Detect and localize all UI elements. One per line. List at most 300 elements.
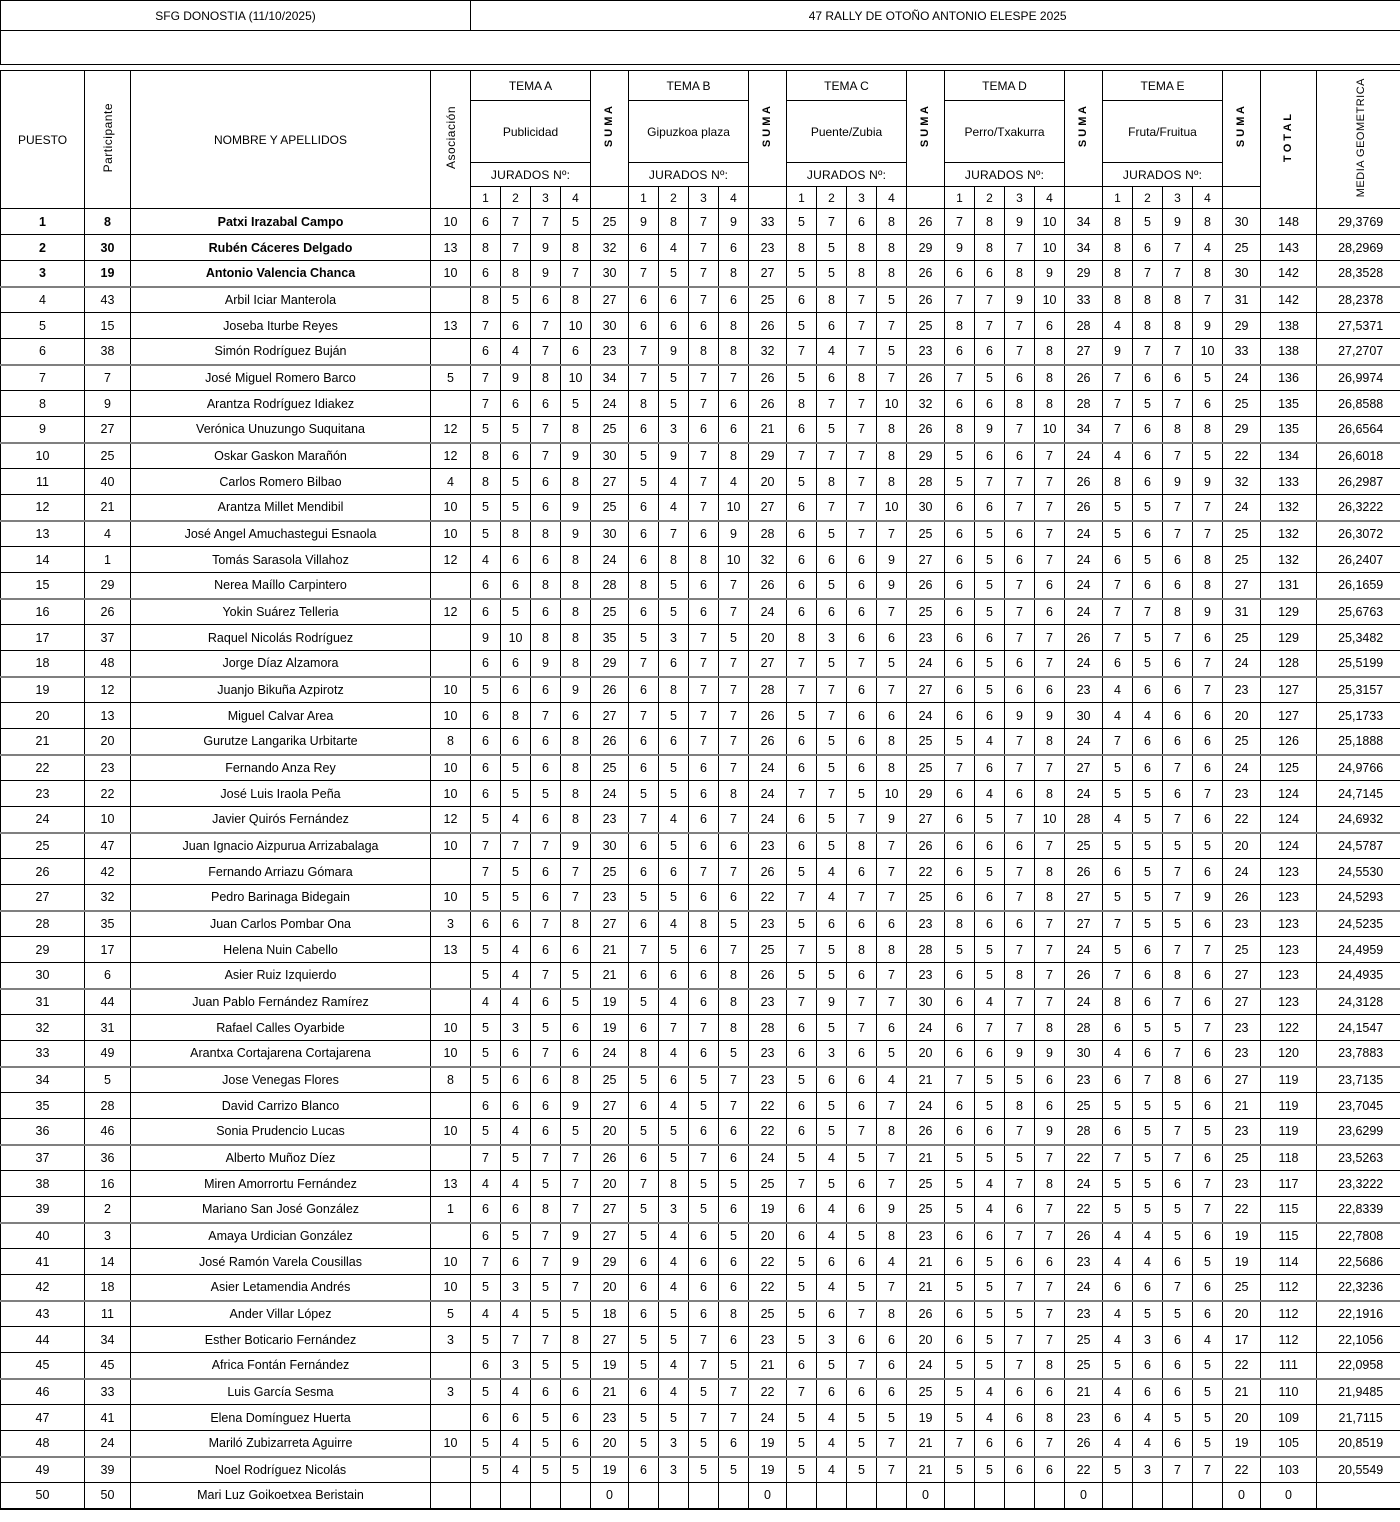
cell-score-c-j1: 5 bbox=[787, 1431, 817, 1457]
cell-media-geometrica: 26,8588 bbox=[1317, 391, 1400, 417]
cell-score-d-j2 bbox=[975, 1483, 1005, 1509]
cell-score-d-j2: 6 bbox=[975, 339, 1005, 365]
cell-score-c-j4: 5 bbox=[877, 1041, 907, 1067]
table-row[interactable] bbox=[1, 989, 1400, 1015]
cell-suma-e: 23 bbox=[1223, 911, 1261, 937]
table-row[interactable] bbox=[1, 625, 1400, 651]
cell-score-a-j4: 7 bbox=[561, 261, 591, 287]
cell-suma-e: 25 bbox=[1223, 547, 1261, 573]
cell-score-b-j3: 6 bbox=[689, 599, 719, 625]
cell-score-e-j3: 6 bbox=[1163, 1249, 1193, 1275]
table-row[interactable] bbox=[1, 443, 1400, 469]
jurados-label-c: JURADOS Nº: bbox=[787, 163, 907, 187]
cell-suma-c: 25 bbox=[907, 599, 945, 625]
cell-suma-a: 23 bbox=[591, 885, 629, 911]
cell-total: 123 bbox=[1261, 963, 1317, 989]
cell-score-a-j2: 6 bbox=[501, 1067, 531, 1093]
theme-code-a: TEMA A bbox=[471, 71, 591, 101]
cell-suma-e: 20 bbox=[1223, 1405, 1261, 1431]
cell-score-e-j1: 9 bbox=[1103, 339, 1133, 365]
cell-score-e-j1: 7 bbox=[1103, 1145, 1133, 1171]
cell-score-e-j3: 7 bbox=[1163, 391, 1193, 417]
table-row[interactable] bbox=[1, 911, 1400, 937]
cell-score-c-j1: 5 bbox=[787, 209, 817, 235]
cell-score-d-j3: 7 bbox=[1005, 495, 1035, 521]
cell-score-b-j4: 5 bbox=[719, 911, 749, 937]
cell-score-e-j1: 5 bbox=[1103, 781, 1133, 807]
cell-score-a-j2: 4 bbox=[501, 807, 531, 833]
cell-suma-d: 29 bbox=[1065, 261, 1103, 287]
cell-media-geometrica: 26,6564 bbox=[1317, 417, 1400, 443]
cell-total: 142 bbox=[1261, 287, 1317, 313]
col-header-asociacion-label: Asociación bbox=[443, 106, 458, 170]
cell-score-c-j3: 7 bbox=[847, 989, 877, 1015]
blank-band-cell bbox=[1, 31, 1400, 65]
jurados-label-d: JURADOS Nº: bbox=[945, 163, 1065, 187]
cell-score-c-j1: 5 bbox=[787, 1145, 817, 1171]
table-row[interactable] bbox=[1, 1275, 1400, 1301]
cell-suma-a: 27 bbox=[591, 469, 629, 495]
table-row[interactable] bbox=[1, 1093, 1400, 1119]
table-row[interactable] bbox=[1, 1353, 1400, 1379]
cell-score-c-j4: 6 bbox=[877, 1353, 907, 1379]
cell-score-a-j1: 4 bbox=[471, 1171, 501, 1197]
table-row[interactable] bbox=[1, 313, 1400, 339]
table-row[interactable] bbox=[1, 547, 1400, 573]
cell-score-d-j4: 9 bbox=[1035, 1119, 1065, 1145]
cell-score-a-j2: 5 bbox=[501, 469, 531, 495]
cell-score-e-j3: 5 bbox=[1163, 833, 1193, 859]
table-row[interactable] bbox=[1, 1223, 1400, 1249]
cell-score-a-j3: 8 bbox=[531, 625, 561, 651]
cell-score-e-j2: 6 bbox=[1133, 235, 1163, 261]
table-row[interactable] bbox=[1, 1301, 1400, 1327]
cell-score-c-j3: 7 bbox=[847, 495, 877, 521]
cell-score-b-j3: 8 bbox=[689, 339, 719, 365]
jury-number-c-1: 1 bbox=[787, 187, 817, 209]
cell-score-c-j1: 5 bbox=[787, 469, 817, 495]
cell-score-a-j2: 9 bbox=[501, 365, 531, 391]
cell-score-c-j3: 5 bbox=[847, 781, 877, 807]
table-row[interactable] bbox=[1, 1327, 1400, 1353]
cell-score-b-j3: 6 bbox=[689, 1223, 719, 1249]
cell-media-geometrica: 28,2969 bbox=[1317, 235, 1400, 261]
cell-puesto: 50 bbox=[1, 1483, 85, 1509]
table-row[interactable] bbox=[1, 1041, 1400, 1067]
table-row[interactable] bbox=[1, 287, 1400, 313]
cell-score-d-j3: 9 bbox=[1005, 287, 1035, 313]
cell-suma-a: 23 bbox=[591, 807, 629, 833]
table-row[interactable] bbox=[1, 963, 1400, 989]
table-row[interactable] bbox=[1, 209, 1400, 235]
cell-score-a-j2: 6 bbox=[501, 313, 531, 339]
table-row[interactable] bbox=[1, 573, 1400, 599]
cell-suma-a: 20 bbox=[591, 1119, 629, 1145]
cell-score-b-j3: 7 bbox=[689, 729, 719, 755]
cell-suma-e: 25 bbox=[1223, 1145, 1261, 1171]
cell-participante: 17 bbox=[85, 937, 131, 963]
cell-score-b-j4: 10 bbox=[719, 495, 749, 521]
cell-score-a-j3: 5 bbox=[531, 1171, 561, 1197]
table-row[interactable] bbox=[1, 651, 1400, 677]
cell-score-e-j2: 6 bbox=[1133, 937, 1163, 963]
cell-score-c-j1: 7 bbox=[787, 1379, 817, 1405]
cell-score-e-j4: 8 bbox=[1193, 261, 1223, 287]
cell-score-c-j2: 4 bbox=[817, 859, 847, 885]
cell-participante: 44 bbox=[85, 989, 131, 1015]
cell-suma-a: 28 bbox=[591, 573, 629, 599]
cell-asociacion bbox=[431, 963, 471, 989]
cell-media-geometrica: 24,1547 bbox=[1317, 1015, 1400, 1041]
cell-total: 123 bbox=[1261, 989, 1317, 1015]
cell-score-d-j4: 8 bbox=[1035, 391, 1065, 417]
cell-suma-a: 27 bbox=[591, 703, 629, 729]
cell-score-b-j2 bbox=[659, 1483, 689, 1509]
cell-score-e-j1: 4 bbox=[1103, 1223, 1133, 1249]
cell-suma-c: 26 bbox=[907, 287, 945, 313]
table-row[interactable] bbox=[1, 807, 1400, 833]
cell-nombre: Juanjo Bikuña Azpirotz bbox=[131, 677, 431, 703]
cell-media-geometrica: 24,3128 bbox=[1317, 989, 1400, 1015]
cell-score-d-j4: 6 bbox=[1035, 1457, 1065, 1483]
cell-score-b-j4: 5 bbox=[719, 1223, 749, 1249]
table-row[interactable] bbox=[1, 1145, 1400, 1171]
cell-score-a-j4: 6 bbox=[561, 1379, 591, 1405]
cell-suma-d: 22 bbox=[1065, 1457, 1103, 1483]
cell-suma-c: 26 bbox=[907, 417, 945, 443]
cell-score-c-j4: 10 bbox=[877, 391, 907, 417]
cell-puesto: 9 bbox=[1, 417, 85, 443]
cell-suma-d: 24 bbox=[1065, 573, 1103, 599]
table-row[interactable] bbox=[1, 781, 1400, 807]
cell-score-b-j2: 4 bbox=[659, 1223, 689, 1249]
cell-media-geometrica: 28,3528 bbox=[1317, 261, 1400, 287]
cell-score-b-j1: 6 bbox=[629, 1145, 659, 1171]
cell-score-e-j2: 5 bbox=[1133, 911, 1163, 937]
header-row-theme-code bbox=[1, 71, 1400, 101]
cell-score-e-j1: 5 bbox=[1103, 1457, 1133, 1483]
cell-score-a-j3: 7 bbox=[531, 313, 561, 339]
cell-asociacion: 10 bbox=[431, 703, 471, 729]
cell-score-a-j1: 6 bbox=[471, 755, 501, 781]
table-row[interactable] bbox=[1, 495, 1400, 521]
cell-score-e-j2: 5 bbox=[1133, 547, 1163, 573]
cell-score-a-j1: 7 bbox=[471, 365, 501, 391]
cell-score-b-j4: 7 bbox=[719, 1067, 749, 1093]
cell-score-d-j4: 6 bbox=[1035, 599, 1065, 625]
cell-score-e-j3: 8 bbox=[1163, 417, 1193, 443]
jury-number-d-4: 4 bbox=[1035, 187, 1065, 209]
cell-score-a-j4 bbox=[561, 1483, 591, 1509]
cell-score-b-j4: 7 bbox=[719, 651, 749, 677]
col-header-nombre: NOMBRE Y APELLIDOS bbox=[131, 71, 431, 209]
col-header-total bbox=[1261, 71, 1317, 209]
cell-score-a-j4: 8 bbox=[561, 573, 591, 599]
cell-score-c-j3 bbox=[847, 1483, 877, 1509]
cell-nombre: Asier Letamendia Andrés bbox=[131, 1275, 431, 1301]
cell-score-a-j4: 10 bbox=[561, 365, 591, 391]
cell-score-d-j1: 6 bbox=[945, 1041, 975, 1067]
cell-score-b-j1: 6 bbox=[629, 599, 659, 625]
cell-score-a-j4: 8 bbox=[561, 651, 591, 677]
cell-score-a-j1: 6 bbox=[471, 703, 501, 729]
cell-score-d-j2: 5 bbox=[975, 1301, 1005, 1327]
cell-score-c-j4: 7 bbox=[877, 989, 907, 1015]
cell-score-c-j4: 7 bbox=[877, 521, 907, 547]
cell-score-a-j1: 7 bbox=[471, 859, 501, 885]
cell-score-c-j4: 5 bbox=[877, 651, 907, 677]
cell-score-d-j2: 5 bbox=[975, 599, 1005, 625]
cell-score-b-j2: 9 bbox=[659, 339, 689, 365]
cell-total: 118 bbox=[1261, 1145, 1317, 1171]
cell-score-b-j3: 5 bbox=[689, 1197, 719, 1223]
cell-total: 138 bbox=[1261, 339, 1317, 365]
cell-score-b-j4: 6 bbox=[719, 1197, 749, 1223]
cell-asociacion bbox=[431, 989, 471, 1015]
table-row[interactable] bbox=[1, 833, 1400, 859]
cell-score-b-j2: 4 bbox=[659, 469, 689, 495]
cell-score-e-j2: 8 bbox=[1133, 313, 1163, 339]
cell-participante: 28 bbox=[85, 1093, 131, 1119]
table-row[interactable] bbox=[1, 365, 1400, 391]
cell-puesto: 1 bbox=[1, 209, 85, 235]
cell-nombre: Jose Venegas Flores bbox=[131, 1067, 431, 1093]
cell-suma-e: 27 bbox=[1223, 989, 1261, 1015]
cell-score-b-j2: 5 bbox=[659, 599, 689, 625]
cell-total: 133 bbox=[1261, 469, 1317, 495]
cell-score-d-j1: 6 bbox=[945, 521, 975, 547]
cell-score-e-j1: 4 bbox=[1103, 1327, 1133, 1353]
cell-score-b-j1: 6 bbox=[629, 1249, 659, 1275]
cell-score-a-j1: 5 bbox=[471, 1327, 501, 1353]
cell-score-c-j1: 6 bbox=[787, 521, 817, 547]
cell-participante: 7 bbox=[85, 365, 131, 391]
suma-label-c: S U M A bbox=[918, 106, 931, 148]
cell-score-c-j3: 6 bbox=[847, 729, 877, 755]
cell-asociacion bbox=[431, 339, 471, 365]
cell-score-e-j3: 7 bbox=[1163, 885, 1193, 911]
col-header-participante bbox=[85, 71, 131, 209]
cell-score-d-j4: 8 bbox=[1035, 339, 1065, 365]
cell-media-geometrica: 24,5530 bbox=[1317, 859, 1400, 885]
cell-score-c-j4: 10 bbox=[877, 495, 907, 521]
cell-score-c-j2: 4 bbox=[817, 1145, 847, 1171]
table-row[interactable] bbox=[1, 1483, 1400, 1509]
cell-score-b-j3: 6 bbox=[689, 807, 719, 833]
table-row[interactable] bbox=[1, 1119, 1400, 1145]
cell-score-a-j4: 6 bbox=[561, 1431, 591, 1457]
cell-score-b-j2: 4 bbox=[659, 1275, 689, 1301]
table-row[interactable] bbox=[1, 859, 1400, 885]
cell-score-b-j3: 6 bbox=[689, 1249, 719, 1275]
table-row[interactable] bbox=[1, 1405, 1400, 1431]
table-row[interactable] bbox=[1, 1015, 1400, 1041]
table-row[interactable] bbox=[1, 1171, 1400, 1197]
cell-score-c-j4: 8 bbox=[877, 1223, 907, 1249]
cell-score-d-j4: 10 bbox=[1035, 417, 1065, 443]
cell-score-b-j2: 6 bbox=[659, 859, 689, 885]
cell-suma-d: 24 bbox=[1065, 937, 1103, 963]
cell-puesto: 48 bbox=[1, 1431, 85, 1457]
table-row[interactable] bbox=[1, 261, 1400, 287]
cell-score-a-j3: 6 bbox=[531, 885, 561, 911]
cell-score-a-j4: 5 bbox=[561, 1457, 591, 1483]
cell-score-d-j2: 5 bbox=[975, 1067, 1005, 1093]
cell-suma-b: 25 bbox=[749, 937, 787, 963]
cell-score-a-j4: 7 bbox=[561, 1197, 591, 1223]
cell-score-a-j2: 7 bbox=[501, 235, 531, 261]
cell-total: 119 bbox=[1261, 1119, 1317, 1145]
jurados-label-e: JURADOS Nº: bbox=[1103, 163, 1223, 187]
cell-score-a-j2: 6 bbox=[501, 911, 531, 937]
cell-score-c-j1: 6 bbox=[787, 1015, 817, 1041]
cell-score-e-j3: 8 bbox=[1163, 963, 1193, 989]
cell-suma-b: 28 bbox=[749, 1015, 787, 1041]
cell-puesto: 13 bbox=[1, 521, 85, 547]
cell-score-d-j3: 7 bbox=[1005, 859, 1035, 885]
cell-suma-c: 25 bbox=[907, 1171, 945, 1197]
cell-score-d-j2: 7 bbox=[975, 469, 1005, 495]
cell-score-b-j4: 7 bbox=[719, 859, 749, 885]
cell-score-d-j4: 7 bbox=[1035, 989, 1065, 1015]
cell-score-d-j3: 7 bbox=[1005, 989, 1035, 1015]
cell-score-d-j2: 9 bbox=[975, 417, 1005, 443]
table-row[interactable] bbox=[1, 391, 1400, 417]
cell-score-d-j1: 6 bbox=[945, 677, 975, 703]
cell-suma-c: 25 bbox=[907, 885, 945, 911]
cell-puesto: 35 bbox=[1, 1093, 85, 1119]
table-row[interactable] bbox=[1, 937, 1400, 963]
table-row[interactable] bbox=[1, 235, 1400, 261]
cell-score-b-j2: 6 bbox=[659, 729, 689, 755]
cell-score-c-j1: 6 bbox=[787, 833, 817, 859]
cell-score-e-j4: 5 bbox=[1193, 833, 1223, 859]
cell-score-c-j1: 6 bbox=[787, 547, 817, 573]
cell-nombre: Antonio Valencia Chanca bbox=[131, 261, 431, 287]
cell-score-a-j1: 5 bbox=[471, 417, 501, 443]
table-row[interactable] bbox=[1, 599, 1400, 625]
cell-score-d-j1: 6 bbox=[945, 547, 975, 573]
cell-score-d-j3: 8 bbox=[1005, 1093, 1035, 1119]
cell-score-b-j4: 6 bbox=[719, 235, 749, 261]
cell-score-a-j2: 6 bbox=[501, 729, 531, 755]
cell-score-e-j2: 5 bbox=[1133, 1145, 1163, 1171]
cell-score-b-j2: 4 bbox=[659, 1093, 689, 1119]
jurados-label-b: JURADOS Nº: bbox=[629, 163, 749, 187]
cell-score-e-j3: 8 bbox=[1163, 287, 1193, 313]
cell-score-c-j3: 5 bbox=[847, 1431, 877, 1457]
cell-participante: 39 bbox=[85, 1457, 131, 1483]
cell-score-a-j4: 5 bbox=[561, 1353, 591, 1379]
cell-suma-d: 23 bbox=[1065, 1067, 1103, 1093]
cell-score-b-j2: 5 bbox=[659, 1145, 689, 1171]
cell-score-d-j3: 6 bbox=[1005, 1457, 1035, 1483]
cell-score-a-j3: 6 bbox=[531, 599, 561, 625]
cell-nombre: Esther Boticario Fernández bbox=[131, 1327, 431, 1353]
cell-nombre: Helena Nuin Cabello bbox=[131, 937, 431, 963]
cell-asociacion: 1 bbox=[431, 1197, 471, 1223]
table-row[interactable] bbox=[1, 1431, 1400, 1457]
cell-score-b-j3: 5 bbox=[689, 1379, 719, 1405]
cell-score-d-j1: 5 bbox=[945, 937, 975, 963]
table-row[interactable] bbox=[1, 703, 1400, 729]
cell-score-d-j1: 6 bbox=[945, 1327, 975, 1353]
table-row[interactable] bbox=[1, 417, 1400, 443]
event-title: 47 RALLY DE OTOÑO ANTONIO ELESPE 2025 bbox=[471, 1, 1400, 31]
cell-score-b-j1: 6 bbox=[629, 495, 659, 521]
cell-score-a-j2: 4 bbox=[501, 937, 531, 963]
cell-score-e-j2: 5 bbox=[1133, 1171, 1163, 1197]
cell-score-c-j2: 4 bbox=[817, 1431, 847, 1457]
cell-score-a-j2: 8 bbox=[501, 703, 531, 729]
cell-suma-c: 32 bbox=[907, 391, 945, 417]
cell-score-d-j3: 6 bbox=[1005, 1249, 1035, 1275]
cell-nombre: Verónica Unuzungo Suquitana bbox=[131, 417, 431, 443]
cell-score-c-j1: 6 bbox=[787, 495, 817, 521]
table-row[interactable] bbox=[1, 729, 1400, 755]
cell-suma-c: 20 bbox=[907, 1327, 945, 1353]
cell-score-d-j3: 8 bbox=[1005, 963, 1035, 989]
cell-score-e-j2: 4 bbox=[1133, 1405, 1163, 1431]
cell-score-b-j3: 7 bbox=[689, 677, 719, 703]
cell-score-e-j1: 5 bbox=[1103, 521, 1133, 547]
table-row[interactable] bbox=[1, 1457, 1400, 1483]
cell-asociacion: 10 bbox=[431, 885, 471, 911]
jury-number-c-4: 4 bbox=[877, 187, 907, 209]
table-row[interactable] bbox=[1, 1249, 1400, 1275]
cell-media-geometrica: 22,7808 bbox=[1317, 1223, 1400, 1249]
cell-nombre: Miguel Calvar Area bbox=[131, 703, 431, 729]
cell-media-geometrica bbox=[1317, 1483, 1400, 1509]
theme-code-d: TEMA D bbox=[945, 71, 1065, 101]
cell-score-e-j4: 7 bbox=[1193, 677, 1223, 703]
table-row[interactable] bbox=[1, 521, 1400, 547]
table-row[interactable] bbox=[1, 1379, 1400, 1405]
cell-suma-d: 24 bbox=[1065, 443, 1103, 469]
cell-score-c-j1: 8 bbox=[787, 235, 817, 261]
cell-suma-b: 28 bbox=[749, 677, 787, 703]
table-row[interactable] bbox=[1, 339, 1400, 365]
cell-score-a-j4: 6 bbox=[561, 1405, 591, 1431]
cell-score-e-j2: 3 bbox=[1133, 1327, 1163, 1353]
cell-puesto: 29 bbox=[1, 937, 85, 963]
cell-nombre: Jorge Díaz Alzamora bbox=[131, 651, 431, 677]
table-row[interactable] bbox=[1, 677, 1400, 703]
cell-suma-a: 25 bbox=[591, 417, 629, 443]
cell-suma-d: 23 bbox=[1065, 1249, 1103, 1275]
table-row[interactable] bbox=[1, 469, 1400, 495]
cell-media-geometrica: 24,5235 bbox=[1317, 911, 1400, 937]
cell-suma-d: 28 bbox=[1065, 1119, 1103, 1145]
cell-suma-e: 29 bbox=[1223, 313, 1261, 339]
cell-score-e-j3: 9 bbox=[1163, 469, 1193, 495]
cell-score-e-j2: 5 bbox=[1133, 391, 1163, 417]
cell-score-b-j2: 3 bbox=[659, 1197, 689, 1223]
cell-suma-d: 28 bbox=[1065, 391, 1103, 417]
table-row[interactable] bbox=[1, 1067, 1400, 1093]
cell-suma-a: 26 bbox=[591, 1145, 629, 1171]
cell-score-c-j3: 7 bbox=[847, 1301, 877, 1327]
cell-score-a-j3: 8 bbox=[531, 365, 561, 391]
table-row[interactable] bbox=[1, 885, 1400, 911]
cell-score-c-j4: 8 bbox=[877, 729, 907, 755]
table-row[interactable] bbox=[1, 755, 1400, 781]
cell-score-a-j1: 6 bbox=[471, 1223, 501, 1249]
cell-score-e-j4: 6 bbox=[1193, 755, 1223, 781]
cell-score-b-j4: 6 bbox=[719, 833, 749, 859]
table-row[interactable] bbox=[1, 1197, 1400, 1223]
cell-score-d-j1: 6 bbox=[945, 261, 975, 287]
